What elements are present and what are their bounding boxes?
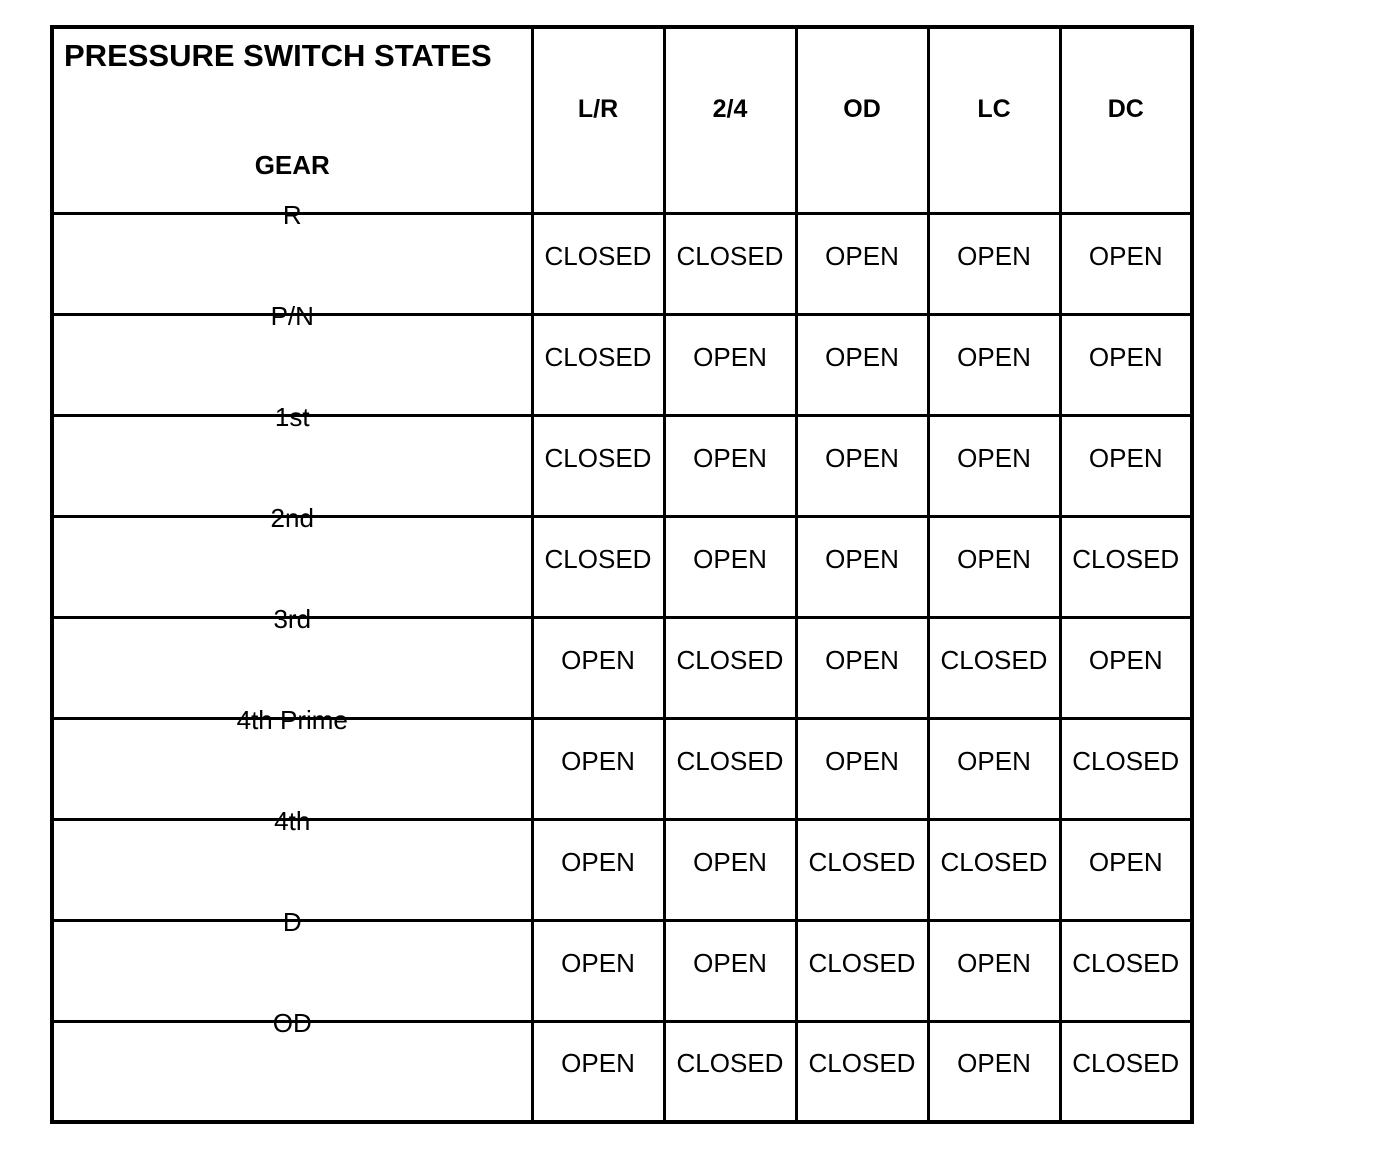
table-row (52, 1021, 1192, 1122)
state-cell (928, 516, 1060, 617)
state-value: OPEN (693, 543, 767, 574)
table-title: PRESSURE SWITCH STATES (64, 38, 492, 73)
state-value: OPEN (1088, 240, 1163, 271)
state-value: OPEN (825, 240, 899, 271)
state-value: OPEN (561, 846, 635, 877)
state-value: CLOSED (544, 341, 652, 372)
state-cell (532, 1021, 664, 1122)
state-cell (796, 819, 928, 920)
state-cell (664, 213, 796, 314)
state-value: CLOSED (676, 644, 784, 675)
state-cell (796, 314, 928, 415)
state-value: CLOSED (1072, 745, 1180, 776)
gear-column-label: GEAR (254, 150, 330, 180)
state-cell (664, 516, 796, 617)
state-cell (664, 819, 796, 920)
state-cell (1060, 213, 1192, 314)
state-value: OPEN (825, 341, 899, 372)
state-value: OPEN (957, 543, 1031, 574)
state-value: OPEN (693, 947, 767, 978)
state-cell (532, 314, 664, 415)
state-value: OPEN (825, 745, 899, 776)
state-cell (1060, 314, 1192, 415)
state-cell (664, 920, 796, 1021)
state-value: OPEN (693, 846, 767, 877)
state-value: OPEN (1088, 442, 1163, 473)
state-cell (532, 213, 664, 314)
state-cell (796, 1021, 928, 1122)
gear-label: 2nd (270, 502, 314, 533)
state-cell (532, 516, 664, 617)
state-cell (796, 516, 928, 617)
state-value: OPEN (1088, 846, 1163, 877)
state-cell (928, 617, 1060, 718)
state-cell (664, 718, 796, 819)
state-value: OPEN (957, 240, 1031, 271)
gear-label: OD (272, 1007, 312, 1038)
gear-label: 1st (274, 401, 310, 432)
state-cell (1060, 415, 1192, 516)
state-value: OPEN (957, 442, 1031, 473)
state-value: CLOSED (676, 745, 784, 776)
state-value: CLOSED (808, 947, 916, 978)
table-body (52, 199, 1192, 1122)
column-header-2-4: 2/4 (664, 27, 796, 213)
state-cell (664, 415, 796, 516)
state-cell (1060, 718, 1192, 819)
state-value: CLOSED (544, 543, 652, 574)
gear-label: 3rd (273, 603, 312, 634)
state-cell (1060, 819, 1192, 920)
state-cell (928, 213, 1060, 314)
state-value: CLOSED (1072, 543, 1180, 574)
state-cell (532, 617, 664, 718)
column-header-dc: DC (1060, 27, 1192, 213)
state-cell (532, 920, 664, 1021)
state-cell (796, 718, 928, 819)
state-cell (928, 920, 1060, 1021)
state-cell (1060, 617, 1192, 718)
state-value: CLOSED (544, 442, 652, 473)
state-cell (1060, 920, 1192, 1021)
state-cell (796, 415, 928, 516)
state-cell (928, 1021, 1060, 1122)
column-header-od: OD (796, 27, 928, 213)
state-value: OPEN (561, 1048, 635, 1079)
state-cell (796, 617, 928, 718)
state-cell (1060, 1021, 1192, 1122)
state-value: CLOSED (676, 1048, 784, 1079)
state-value: OPEN (825, 644, 899, 675)
header-row (52, 27, 1192, 213)
state-value: CLOSED (808, 846, 916, 877)
state-value: CLOSED (1072, 947, 1180, 978)
state-cell (532, 718, 664, 819)
pressure-switch-table (50, 25, 1194, 1124)
gear-label: R (282, 199, 302, 230)
state-value: OPEN (561, 947, 635, 978)
state-cell (532, 819, 664, 920)
state-cell (664, 1021, 796, 1122)
state-value: CLOSED (940, 846, 1048, 877)
state-cell (928, 819, 1060, 920)
state-value: OPEN (693, 341, 767, 372)
state-value: OPEN (825, 442, 899, 473)
state-cell (1060, 516, 1192, 617)
state-value: CLOSED (940, 644, 1048, 675)
corner-header (52, 27, 532, 213)
state-cell (928, 314, 1060, 415)
gear-label: 4th Prime (236, 704, 348, 735)
gear-label: D (282, 906, 302, 937)
state-value: OPEN (957, 1048, 1031, 1079)
state-value: OPEN (1088, 341, 1163, 372)
state-value: CLOSED (676, 240, 784, 271)
state-cell (664, 617, 796, 718)
gear-label: 4th (274, 805, 311, 836)
state-value: OPEN (957, 341, 1031, 372)
state-value: CLOSED (544, 240, 652, 271)
state-cell (928, 718, 1060, 819)
state-cell (664, 314, 796, 415)
state-value: OPEN (693, 442, 767, 473)
column-header-lr: L/R (532, 27, 664, 213)
state-cell (796, 920, 928, 1021)
column-header-lc: LC (928, 27, 1060, 213)
state-value: OPEN (957, 947, 1031, 978)
state-value: CLOSED (808, 1048, 916, 1079)
state-value: OPEN (561, 745, 635, 776)
state-value: OPEN (561, 644, 635, 675)
state-value: OPEN (825, 543, 899, 574)
state-value: OPEN (957, 745, 1031, 776)
gear-cell (52, 1007, 532, 1122)
gear-label: P/N (270, 300, 314, 331)
state-cell (928, 415, 1060, 516)
state-value: OPEN (1088, 644, 1163, 675)
state-value: CLOSED (1072, 1048, 1180, 1079)
state-cell (532, 415, 664, 516)
state-cell (796, 213, 928, 314)
